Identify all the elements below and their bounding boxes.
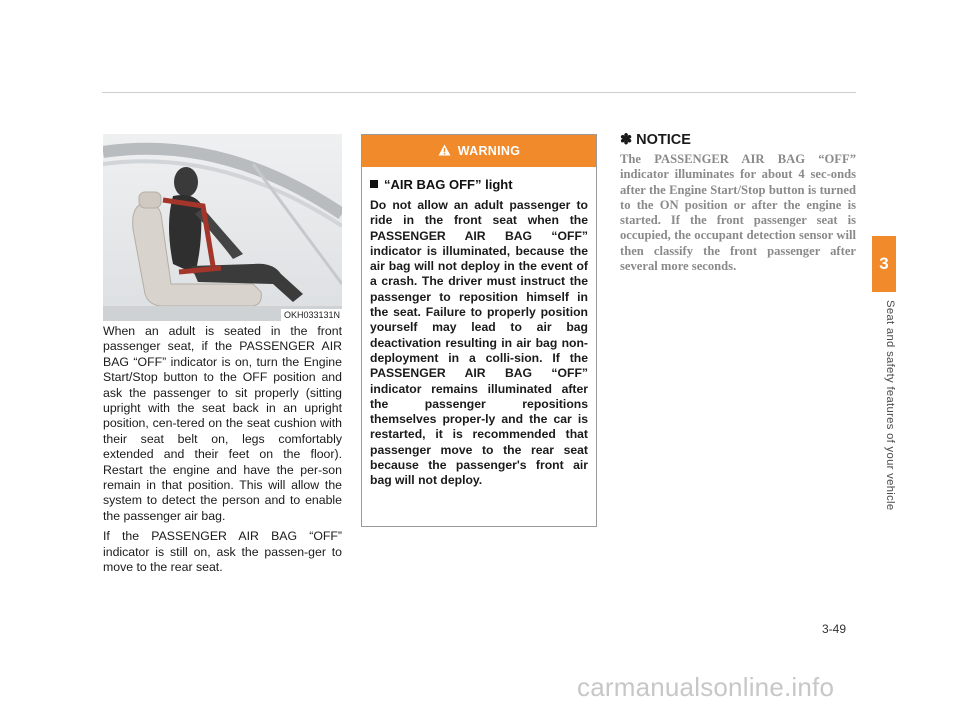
square-bullet-icon [370,180,378,188]
notice-title-text: NOTICE [636,132,691,148]
notice-star-icon: ✽ [620,132,633,148]
figure-code: OKH033131N [281,309,342,321]
warning-body: Do not allow an adult passenger to ride in the front seat when the PASSENGER AIR BAG “OFF” indicator is illuminated, because the air bag will not deploy in the event of a crash. The driver must instruct the passenger to reposition himself in the seat. Failure to properly position yourself may lead to air bag deactivation resulting in air bag non-deployment in a colli-sion. If the PASSENGER AIR BAG “OFF” indicator remains illuminated after the passenger repositions themselves proper-ly and the car is restarted, it is recommended that passenger move to the rear seat because the passenger's front air bag will not deploy. [370,198,588,488]
seat-figure-drawing [103,134,342,321]
chapter-side-label: Seat and safety features of your vehicle [884,300,896,511]
warning-box [361,134,597,527]
body-paragraph-2: If the PASSENGER AIR BAG “OFF” indicator is still on, ask the passen-ger to move to the rear seat. [103,529,342,575]
warning-label: WARNING [457,144,521,158]
header-rule [102,92,856,93]
warning-subtitle-text: “AIR BAG OFF” light [384,177,513,192]
warning-subtitle [370,177,588,192]
page-number: 3-49 [822,622,847,636]
notice-title [620,132,691,148]
body-paragraph-1: When an adult is seated in the front passenger seat, if the PASSENGER AIR BAG “OFF” indicator is on, turn the Engine Start/Stop button to the OFF position and ask the passenger to sit properly (sitting upright with the seat back in an upright position, cen-tered on the seat cushion with their seat belt on, legs comfortably extended and their feet on the floor). Restart the engine and have the per-son remain in that position. This will allow the system to detect the person and to enable the passenger air bag. [103,324,342,523]
warning-header [362,135,596,167]
notice-body: The PASSENGER AIR BAG “OFF” indicator illuminates for about 4 sec-onds after the Engine Start/Stop button is turned to the ON position or after the engine is started. If the front passenger seat is occupied, the occupant detection sensor will then classify the front passenger after several more seconds. [620,152,856,274]
seated-passenger-illustration [103,134,342,321]
column1-text [103,324,342,581]
warning-triangle-icon [438,144,451,159]
chapter-tab: 3 [872,236,896,292]
watermark: carmanualsonline.info [577,672,835,702]
